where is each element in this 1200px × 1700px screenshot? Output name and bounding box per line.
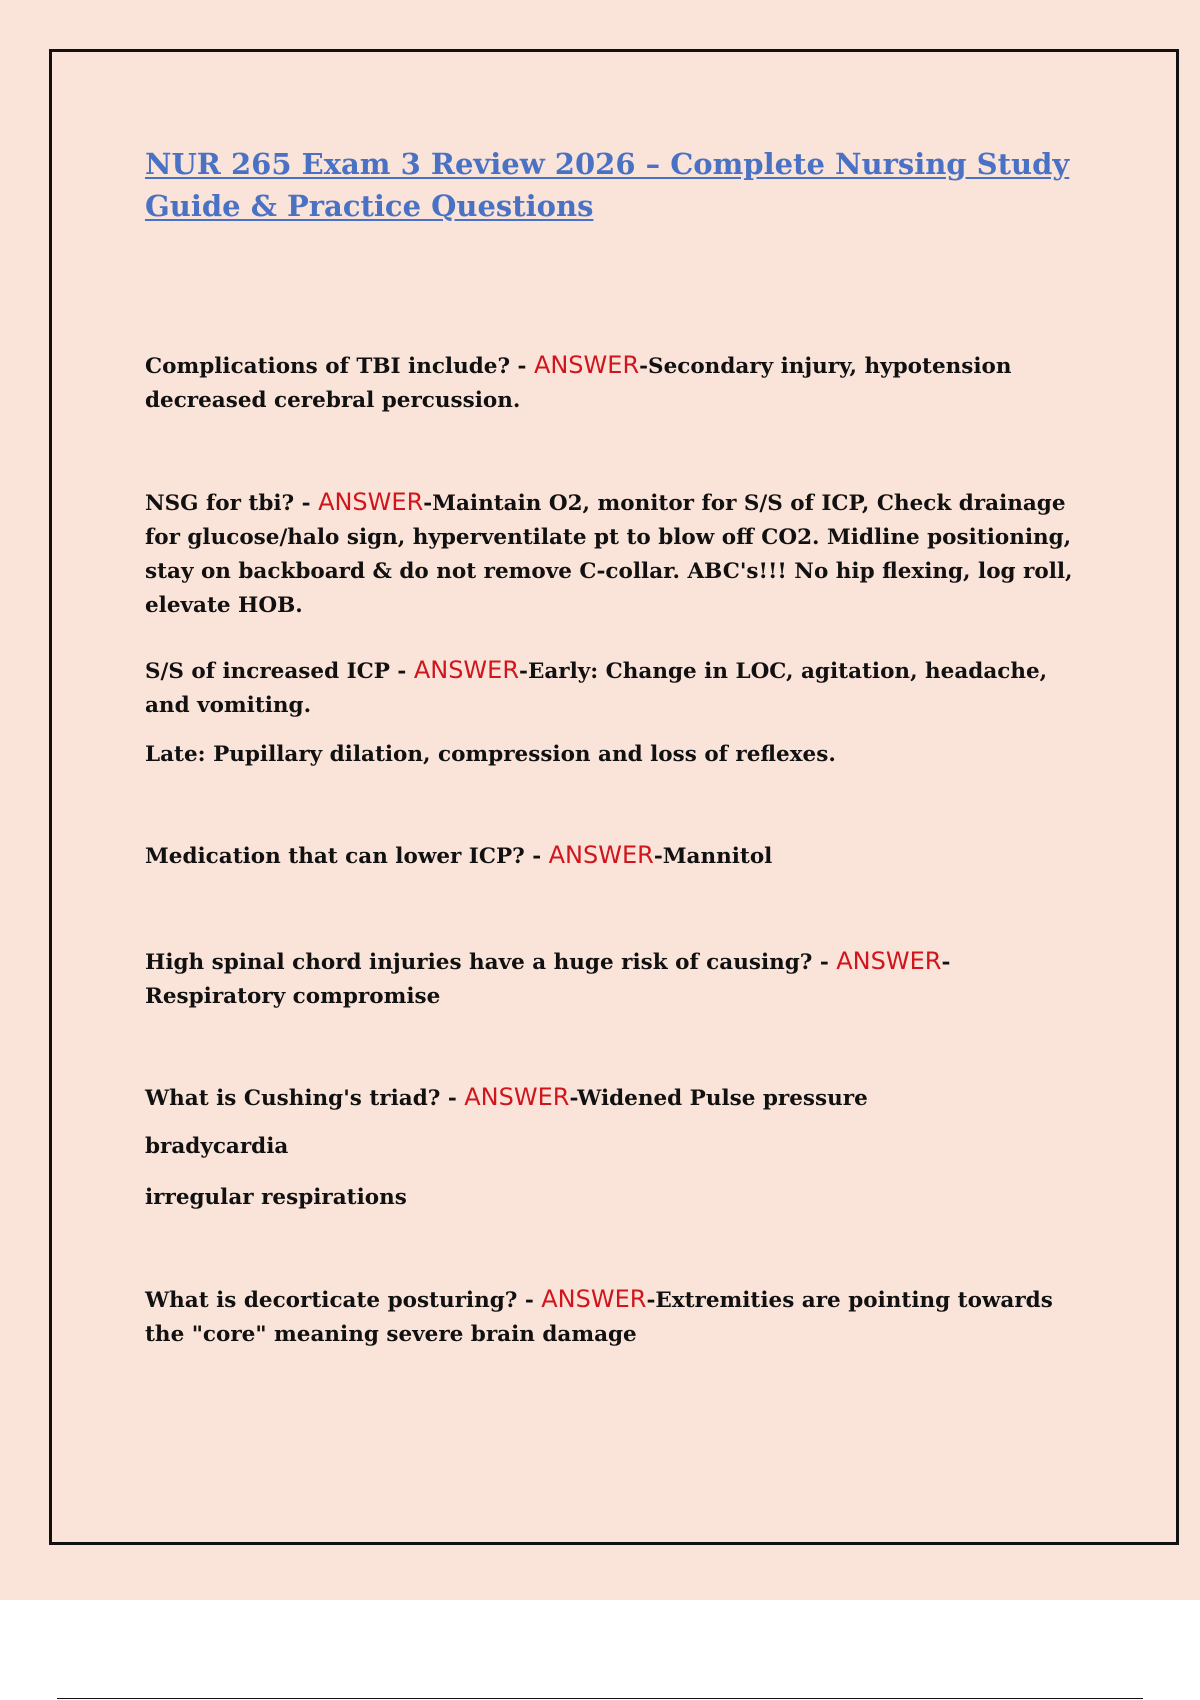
qa-item-icp-medication	[145, 838, 1085, 874]
answer-text: -Secondary injury, hypotension decreased cerebral percussion.	[145, 354, 1012, 413]
question-text: S/S of increased ICP -	[145, 659, 414, 684]
answer-text: -Extremities are pointing towards the "core" meaning severe brain damage	[145, 1288, 1053, 1347]
qa-item-cushings-triad	[145, 1080, 1085, 1116]
answer-label: ANSWER	[464, 1083, 570, 1111]
question-text: NSG for tbi? -	[145, 491, 319, 516]
document-title[interactable]: NUR 265 Exam 3 Review 2026 – Complete Nursing Study Guide & Practice Questions	[145, 147, 1070, 223]
question-text: What is decorticate posturing? -	[145, 1288, 542, 1313]
answer-text: -Respiratory compromise	[145, 950, 951, 1009]
answer-continuation: irregular respirations	[145, 1185, 407, 1210]
qa-item-icp-signs	[145, 653, 1085, 723]
footer-divider	[57, 1698, 1143, 1699]
answer-label: ANSWER	[836, 947, 942, 975]
answer-label: ANSWER	[533, 351, 640, 379]
answer-label: ANSWER	[413, 656, 520, 684]
answer-label: ANSWER	[541, 1285, 647, 1313]
answer-text: -Maintain O2, monitor for S/S of ICP, Check drainage for glucose/halo sign, hyperventilate pt to blow off CO2. Midline positioning, stay on backboard & do not remove C-collar. ABC's!!! No hip flexing, log roll, elevate HOB.	[145, 491, 1073, 618]
answer-continuation: Late: Pupillary dilation, compression and loss of reflexes.	[145, 742, 836, 767]
answer-text: -Mannitol	[653, 844, 773, 869]
question-text: What is Cushing's triad? -	[145, 1086, 465, 1111]
question-text: Medication that can lower ICP? -	[145, 844, 549, 869]
answer-text: -Early: Change in LOC, agitation, headache, and vomiting.	[145, 659, 1048, 718]
answer-continuation: bradycardia	[145, 1134, 289, 1159]
question-text: High spinal chord injuries have a huge risk of causing? -	[145, 950, 837, 975]
qa-item-tbi-complications	[145, 348, 1085, 418]
qa-item-spinal-injury	[145, 944, 1085, 1014]
answer-text: -Widened Pulse pressure	[569, 1086, 868, 1111]
answer-label: ANSWER	[318, 488, 424, 516]
qa-item-nsg-tbi	[145, 485, 1085, 623]
qa-item-decorticate-posturing	[145, 1282, 1085, 1352]
question-text: Complications of TBI include? -	[145, 354, 534, 379]
answer-label: ANSWER	[548, 841, 654, 869]
